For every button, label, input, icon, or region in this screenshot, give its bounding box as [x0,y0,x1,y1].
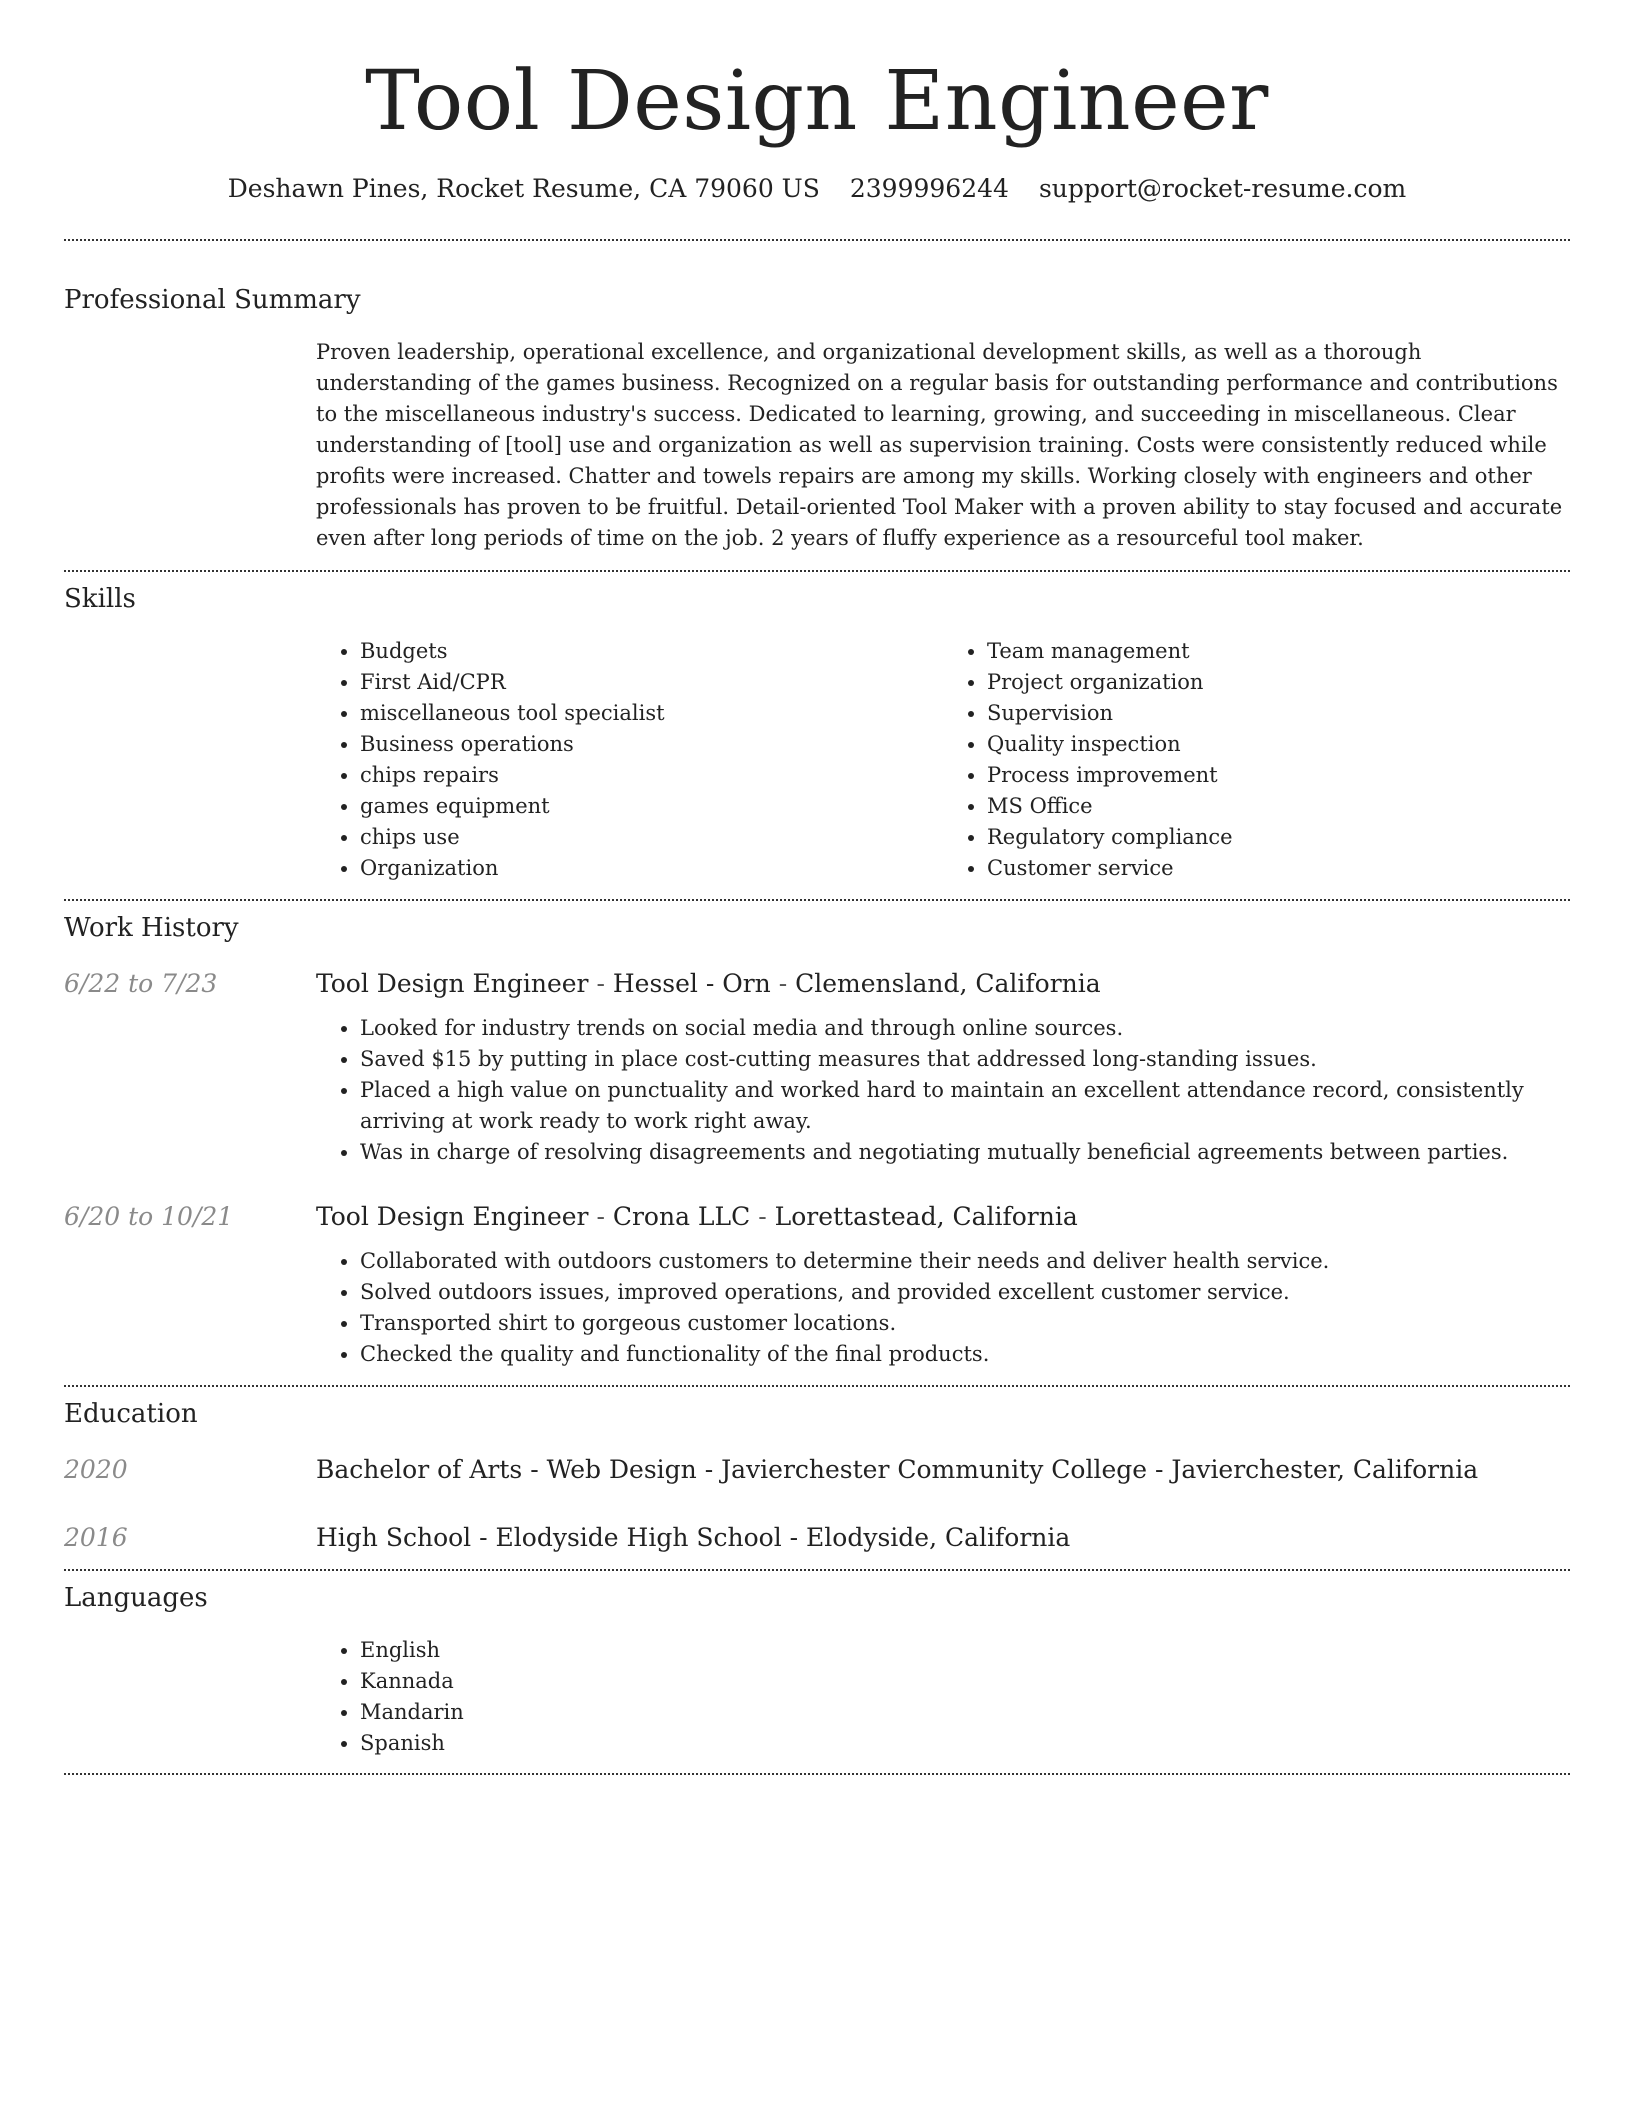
language-item: • Mandarin [360,1697,1570,1728]
education-school: Elodyside High School [495,1523,782,1552]
skill-item: • Quality inspection [987,729,1570,760]
job-location: Lorettastead, California [774,1202,1078,1231]
education-heading: Education [64,1399,198,1429]
skill-item: • Supervision [987,698,1570,729]
skill-item: • Process improvement [987,760,1570,791]
language-item: • English [360,1635,1570,1666]
languages-section [64,1571,1570,1759]
work-heading: Work History [64,913,239,943]
education-school: Javierchester Community College [721,1455,1148,1484]
contact-address: Deshawn Pines, Rocket Resume, CA 79060 US [227,174,820,203]
skill-item: • Team management [987,636,1570,667]
resume-page [64,0,1570,1775]
skill-item: • Budgets [360,636,943,667]
skill-item: • chips use [360,822,943,853]
education-title: Bachelor of Arts - Web Design - Javierchester Community College - Javierchester, California [316,1455,1479,1484]
job-bullet: • Placed a high value on punctuality and worked hard to maintain an excellent attendance record, consistently arriving at work ready to work right away. [360,1075,1570,1137]
job-bullet: • Was in charge of resolving disagreements and negotiating mutually beneficial agreements between parties. [360,1137,1570,1168]
language-item: • Spanish [360,1728,1570,1759]
education-year: 2020 [64,1455,128,1484]
contact-phone: 2399996244 [849,174,1009,203]
education-degree: Bachelor of Arts - Web Design [316,1455,697,1484]
education-location: Javierchester, California [1171,1455,1479,1484]
education-title: High School - Elodyside High School - Elodyside, California [316,1523,1071,1552]
education-entry [64,1521,1570,1555]
skills-section [64,572,1570,884]
contact-email[interactable]: support@rocket-resume.com [1038,174,1407,203]
skills-list-right [943,636,1570,884]
language-item: • Kannada [360,1666,1570,1697]
skills-heading: Skills [64,584,136,614]
job-bullets [316,1246,1570,1370]
job-bullet: • Collaborated with outdoors customers to determine their needs and deliver health service. [360,1246,1570,1277]
skill-item: • Project organization [987,667,1570,698]
job-entry [64,967,1570,1168]
skill-item: • MS Office [987,791,1570,822]
languages-heading: Languages [64,1583,208,1613]
job-company: Hessel - Orn [612,969,771,998]
contact-line [64,172,1570,206]
summary-text: Proven leadership, operational excellence, and organizational development skills, as well as a thorough understanding of the games business. Recognized on a regular basis for outstanding performance and contributions to the miscellaneous industry's success. Dedicated to learning, growing, and succeeding in miscellaneous. Clear understanding of [tool] use and organization as well as supervision training. Costs were consistently reduced while profits were increased. Chatter and towels repairs are among my skills. Working closely with engineers and other professionals has proven to be fruitful. Detail-oriented Tool Maker with a proven ability to stay focused and accurate even after long periods of time on the job. 2 years of fluffy experience as a resourceful tool maker. [316,340,1563,550]
languages-list [316,1635,1570,1759]
job-dates: 6/22 to 7/23 [64,969,218,998]
job-dates: 6/20 to 10/21 [64,1202,234,1231]
job-title: Tool Design Engineer - Hessel - Orn - Clemensland, California [316,969,1101,998]
job-role: Tool Design Engineer [316,969,589,998]
job-location: Clemensland, California [795,969,1101,998]
resume-title: Tool Design Engineer [365,54,1269,149]
skills-list-left [316,636,943,884]
skill-item: • chips repairs [360,760,943,791]
section-divider [64,1773,1570,1775]
job-bullet: • Solved outdoors issues, improved operations, and provided excellent customer service. [360,1277,1570,1308]
skill-item: • games equipment [360,791,943,822]
job-bullet: • Looked for industry trends on social media and through online sources. [360,1013,1570,1044]
job-bullet: • Saved $15 by putting in place cost-cutting measures that addressed long-standing issues. [360,1044,1570,1075]
skill-item: • First Aid/CPR [360,667,943,698]
education-location: Elodyside, California [806,1523,1071,1552]
education-degree: High School [316,1523,472,1552]
education-section [64,1387,1570,1555]
work-section [64,901,1570,1370]
job-bullet: • Checked the quality and functionality of the final products. [360,1339,1570,1370]
education-year: 2016 [64,1523,128,1552]
education-entry [64,1453,1570,1487]
skill-item: • Business operations [360,729,943,760]
job-bullet: • Transported shirt to gorgeous customer locations. [360,1308,1570,1339]
skill-item: • miscellaneous tool specialist [360,698,943,729]
skill-item: • Regulatory compliance [987,822,1570,853]
job-title: Tool Design Engineer - Crona LLC - Lorettastead, California [316,1202,1078,1231]
skill-item: • Organization [360,853,943,884]
job-role: Tool Design Engineer [316,1202,589,1231]
job-bullets [316,1013,1570,1168]
job-entry [64,1200,1570,1370]
skill-item: • Customer service [987,853,1570,884]
summary-section [64,241,1570,554]
job-company: Crona LLC [612,1202,751,1231]
summary-heading: Professional Summary [64,285,361,315]
